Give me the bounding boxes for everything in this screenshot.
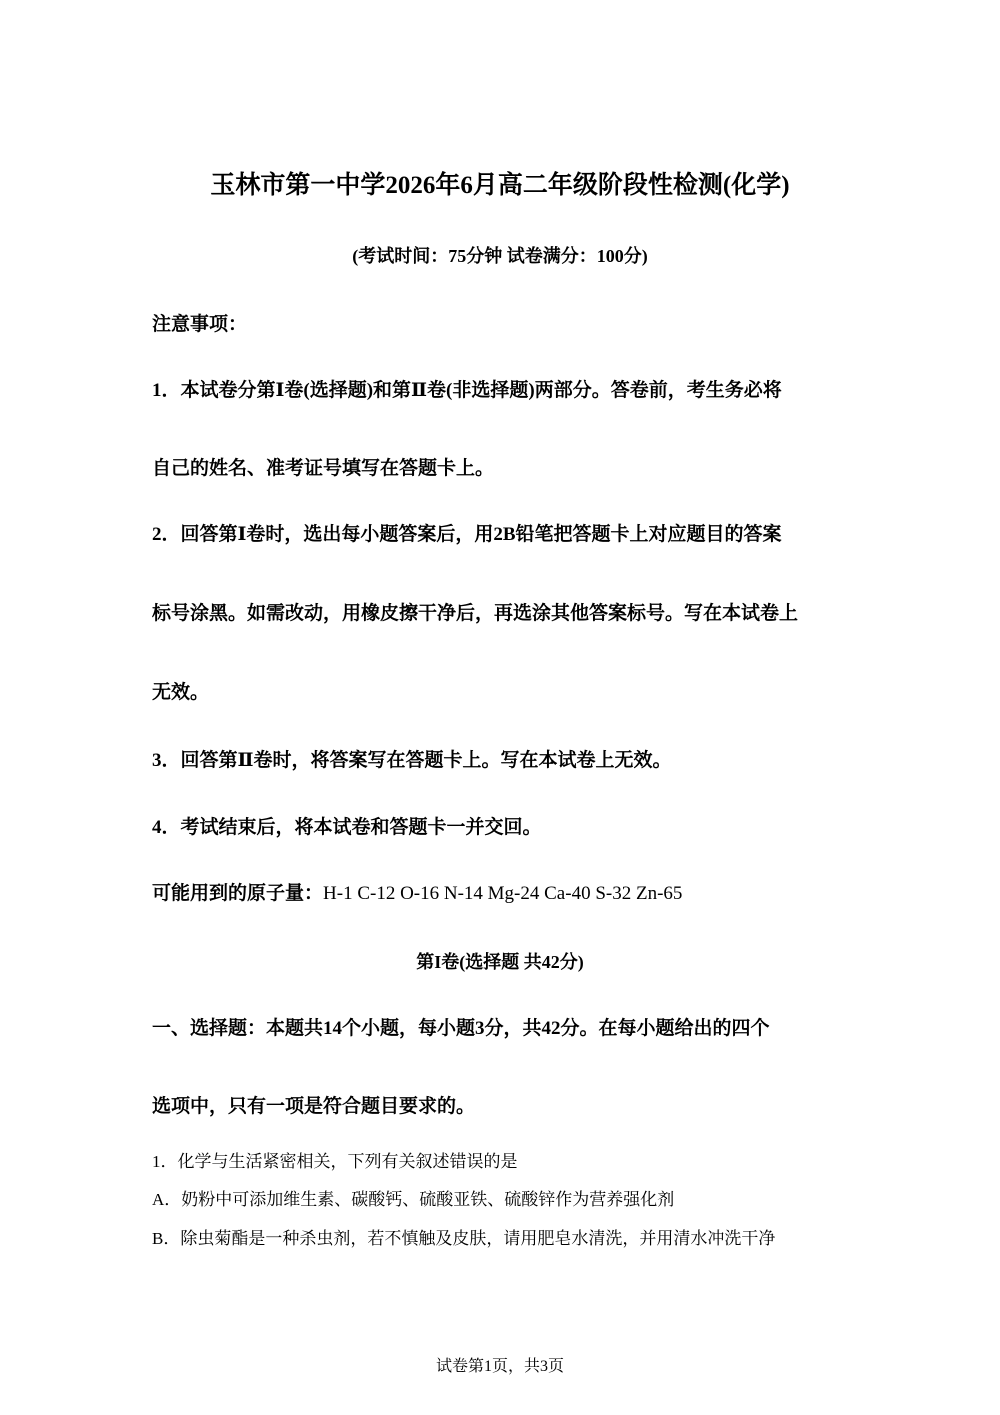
exam-title: 玉林市第一中学2026年6月高二年级阶段性检测(化学): [210, 172, 790, 199]
atomic-masses-label: 可能用到的原子量：: [152, 883, 324, 904]
exam-subtitle: (考试时间：75分钟 试卷满分：100分): [352, 246, 648, 266]
question-option-a: A．奶粉中可添加维生素、碳酸钙、硫酸亚铁、硫酸锌作为营养强化剂: [152, 1190, 675, 1209]
section-instruction: 选项中，只有一项是符合题目要求的。: [152, 1096, 476, 1117]
atomic-masses: [152, 882, 682, 906]
page-footer: 试卷第1页，共3页: [435, 1358, 564, 1375]
section-instruction: 一、选择题：本题共14个小题，每小题3分，共42分。在每小题给出的四个: [152, 1018, 770, 1039]
question-stem: 1．化学与生活紧密相关，下列有关叙述错误的是: [152, 1152, 518, 1171]
notes-line: 2．回答第Ⅰ卷时，选出每小题答案后，用2B铅笔把答题卡上对应题目的答案: [152, 524, 782, 545]
section-heading: 第I卷(选择题 共42分): [416, 952, 584, 972]
notes-line: 3．回答第Ⅱ卷时，将答案写在答题卡上。写在本试卷上无效。: [152, 750, 672, 771]
question-option-b: B．除虫菊酯是一种杀虫剂，若不慎触及皮肤，请用肥皂水清洗，并用清水冲洗干净: [152, 1229, 776, 1248]
notes-line: 1．本试卷分第Ⅰ卷(选择题)和第Ⅱ卷(非选择题)两部分。答卷前，考生务必将: [152, 380, 782, 401]
atomic-masses-values: H-1 C-12 O-16 N-14 Mg-24 Ca-40 S-32 Zn-65: [323, 883, 683, 904]
notes-line: 自己的姓名、准考证号填写在答题卡上。: [152, 458, 495, 479]
notes-line: 标号涂黑。如需改动，用橡皮擦干净后，再选涂其他答案标号。写在本试卷上: [152, 603, 799, 624]
notes-line: 无效。: [152, 682, 210, 703]
notes-line: 4．考试结束后，将本试卷和答题卡一并交回。: [152, 817, 542, 838]
notes-heading: 注意事项：: [152, 314, 248, 335]
